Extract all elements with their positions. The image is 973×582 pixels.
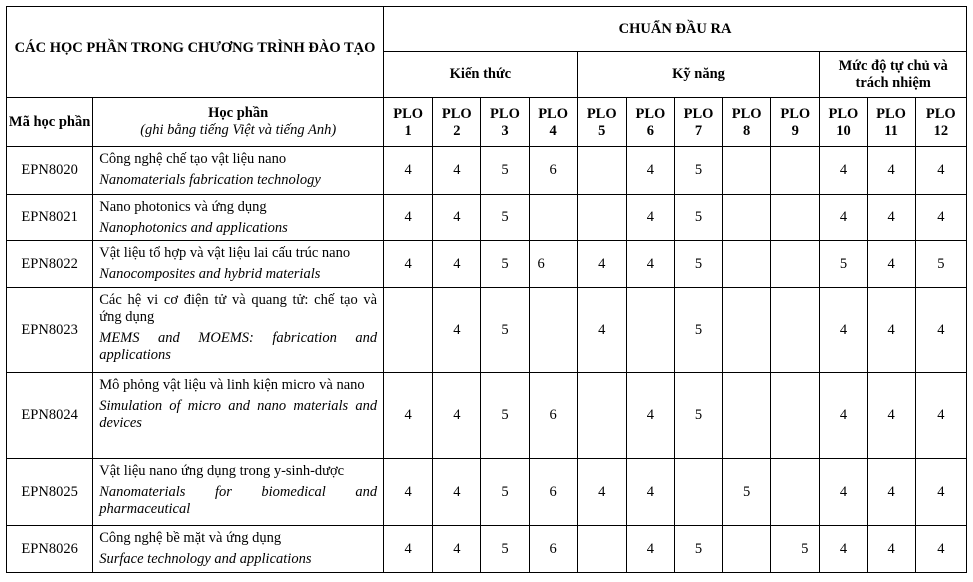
plo-10-value: 4 [820,373,867,459]
plo-8-value [723,195,771,241]
course-name-header-label: Học phần [208,105,269,121]
plo-8-value [723,241,771,288]
course-name-header [93,98,384,147]
course-name-vietnamese: Nano photonics và ứng dụng [99,199,267,215]
plo-6-value: 4 [626,526,674,573]
group-autonomy: Mức độ tự chủ và trách nhiệm [820,52,967,98]
course-name [93,373,384,459]
course-code: EPN8024 [7,373,93,459]
course-name-vietnamese: Mô phỏng vật liệu và linh kiện micro và nano [99,377,365,393]
course-code-header: Mã học phần [7,98,93,147]
plo-1-value: 4 [384,147,433,195]
plo-4-value: 6 [529,459,577,526]
plo-header-number: 3 [501,122,509,139]
plo-header-number: 6 [646,122,654,139]
plo-7-value: 5 [674,147,722,195]
plo-5-value [577,526,626,573]
plo-4-value: 6 [529,147,577,195]
plo-header-label: PLO [490,105,520,122]
course-code: EPN8021 [7,195,93,241]
plo-header-number: 1 [404,122,412,139]
plo-12-value: 4 [915,195,966,241]
plo-4-value: 6 [529,526,577,573]
plo-header-12 [915,98,966,147]
plo-2-value: 4 [433,526,481,573]
plo-8-value [723,288,771,373]
plo-5-value [577,195,626,241]
plo-9-value: 5 [771,526,820,573]
plo-7-value: 5 [674,241,722,288]
plo-8-value: 5 [723,459,771,526]
table-row [7,288,967,373]
plo-header-label: PLO [683,105,714,122]
plo-header-label: PLO [876,105,906,122]
course-name [93,195,384,241]
plo-header-number: 4 [549,122,557,139]
course-name [93,526,384,573]
plo-header-4 [529,98,577,147]
plo-7-value: 5 [674,373,722,459]
plo-11-value: 4 [867,195,915,241]
plo-7-value: 5 [674,288,722,373]
plo-12-value: 4 [915,373,966,459]
plo-10-value: 4 [820,195,867,241]
course-name [93,147,384,195]
plo-header-8 [723,98,771,147]
plo-3-value: 5 [481,526,529,573]
plo-7-value: 5 [674,526,722,573]
plo-11-value: 4 [867,526,915,573]
plo-9-value [771,195,820,241]
plo-11-value: 4 [867,373,915,459]
course-name-vietnamese: Vật liệu nano ứng dụng trong y-sinh-dược [99,463,345,479]
plo-11-value: 4 [867,241,915,288]
table-row [7,241,967,288]
plo-5-value: 4 [577,459,626,526]
outcomes-header: CHUẨN ĐẦU RA [384,7,967,52]
plo-header-label: PLO [635,105,666,122]
plo-11-value: 4 [867,288,915,373]
plo-10-value: 4 [820,459,867,526]
plo-5-value [577,147,626,195]
plo-3-value: 5 [481,241,529,288]
course-name-vietnamese: Công nghệ chế tạo vật liệu nano [99,151,287,167]
plo-header-label: PLO [780,105,811,122]
plo-9-value [771,241,820,288]
plo-3-value: 5 [481,373,529,459]
table-title: CÁC HỌC PHẦN TRONG CHƯƠNG TRÌNH ĐÀO TẠO [7,7,384,98]
plo-header-number: 11 [884,122,898,139]
course-code: EPN8026 [7,526,93,573]
table-row [7,147,967,195]
plo-header-number: 12 [933,122,949,139]
course-name-english: Surface technology and applications [99,551,312,567]
plo-9-value [771,373,820,459]
plo-header-number: 2 [453,122,461,139]
plo-3-value: 5 [481,459,529,526]
plo-12-value: 4 [915,526,966,573]
plo-9-value [771,459,820,526]
plo-header-label: PLO [441,105,472,122]
plo-header-label: PLO [393,105,424,122]
plo-12-value: 4 [915,459,966,526]
table-row [7,195,967,241]
plo-4-value [529,288,577,373]
plo-3-value: 5 [481,195,529,241]
group-skills: Kỹ năng [577,52,820,98]
plo-8-value [723,526,771,573]
plo-4-value: 6 [529,241,577,288]
plo-6-value [626,288,674,373]
plo-8-value [723,147,771,195]
plo-11-value: 4 [867,459,915,526]
course-name-english: MEMS and MOEMS: fabrication and applications [99,330,378,363]
plo-6-value: 4 [626,195,674,241]
course-name-english: Nanomaterials fabrication technology [99,172,321,188]
plo-header-number: 10 [836,122,851,139]
plo-6-value: 4 [626,459,674,526]
course-name-english: Nanomaterials for biomedical and pharmaceutical [99,484,378,517]
plo-header-6 [626,98,674,147]
course-code: EPN8025 [7,459,93,526]
plo-header-label: PLO [828,105,859,122]
plo-6-value: 4 [626,147,674,195]
course-name-header-note: (ghi bằng tiếng Việt và tiếng Anh) [140,122,337,138]
plo-2-value: 4 [433,288,481,373]
course-name-english: Simulation of micro and nano materials and devices [99,398,378,431]
plo-header-5 [577,98,626,147]
plo-header-number: 5 [598,122,606,139]
course-code: EPN8020 [7,147,93,195]
plo-6-value: 4 [626,241,674,288]
plo-4-value [529,195,577,241]
plo-header-label: PLO [925,105,956,122]
course-name-vietnamese: Vật liệu tổ hợp và vật liệu lai cấu trúc nano [99,245,351,261]
plo-header-10 [820,98,867,147]
course-name [93,241,384,288]
plo-1-value: 4 [384,373,433,459]
plo-3-value: 5 [481,288,529,373]
plo-1-value: 4 [384,195,433,241]
course-name-vietnamese: Các hệ vi cơ điện tử và quang tử: chế tạo và ứng dụng [99,292,378,325]
plo-matrix-table [6,6,967,573]
plo-2-value: 4 [433,195,481,241]
plo-header-7 [674,98,722,147]
plo-10-value: 4 [820,288,867,373]
plo-7-value [674,459,722,526]
plo-10-value: 4 [820,526,867,573]
plo-10-value: 5 [820,241,867,288]
plo-header-number: 9 [791,122,799,139]
plo-2-value: 4 [433,147,481,195]
course-name-english: Nanocomposites and hybrid materials [99,266,321,282]
plo-10-value: 4 [820,147,867,195]
plo-1-value: 4 [384,459,433,526]
plo-2-value: 4 [433,373,481,459]
table-row [7,459,967,526]
plo-header-3 [481,98,529,147]
plo-6-value: 4 [626,373,674,459]
plo-9-value [771,288,820,373]
plo-3-value: 5 [481,147,529,195]
plo-11-value: 4 [867,147,915,195]
course-code: EPN8023 [7,288,93,373]
plo-4-value: 6 [529,373,577,459]
plo-9-value [771,147,820,195]
course-name [93,288,384,373]
plo-header-1 [384,98,433,147]
course-name-vietnamese: Công nghệ bề mặt và ứng dụng [99,530,282,546]
plo-header-label: PLO [586,105,617,122]
plo-header-label: PLO [731,105,762,122]
plo-header-2 [433,98,481,147]
plo-header-9 [771,98,820,147]
plo-5-value: 4 [577,241,626,288]
table-row [7,526,967,573]
plo-1-value: 4 [384,241,433,288]
plo-5-value: 4 [577,288,626,373]
plo-8-value [723,373,771,459]
plo-12-value: 4 [915,147,966,195]
plo-1-value [384,288,433,373]
plo-5-value [577,373,626,459]
plo-header-11 [867,98,915,147]
plo-2-value: 4 [433,459,481,526]
table-row [7,373,967,459]
course-name [93,459,384,526]
plo-2-value: 4 [433,241,481,288]
plo-7-value: 5 [674,195,722,241]
course-name-english: Nanophotonics and applications [99,220,288,236]
course-code: EPN8022 [7,241,93,288]
plo-12-value: 5 [915,241,966,288]
plo-header-label: PLO [538,105,568,122]
plo-12-value: 4 [915,288,966,373]
plo-header-number: 7 [694,122,703,139]
plo-1-value: 4 [384,526,433,573]
plo-header-number: 8 [743,122,751,139]
group-knowledge: Kiến thức [384,52,578,98]
